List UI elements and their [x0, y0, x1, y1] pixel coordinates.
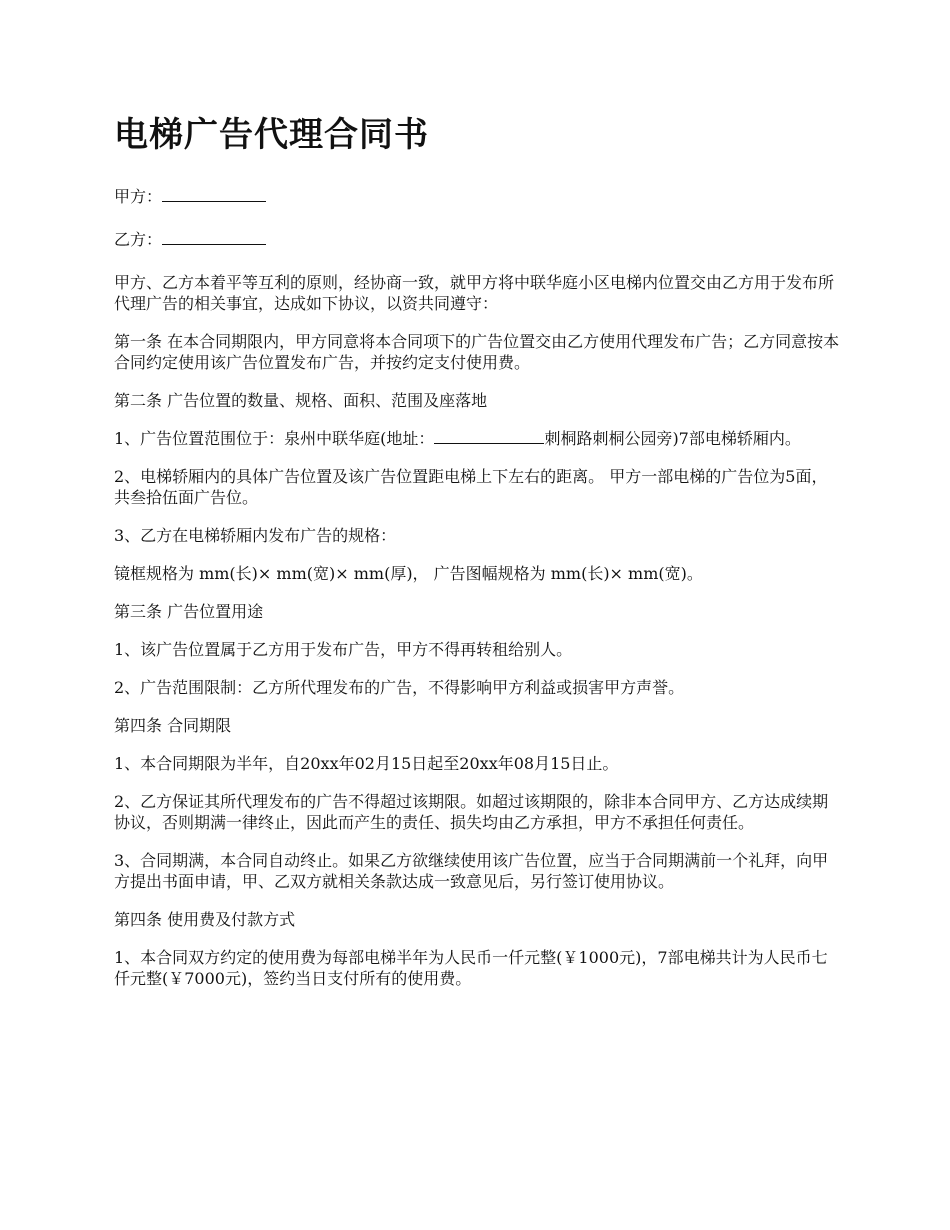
article-4-heading: 第四条 合同期限 [114, 716, 232, 735]
clause-2-1-suffix: 刺桐路刺桐公园旁)7部电梯轿厢内。 [544, 429, 801, 448]
party-b-blank [162, 230, 266, 245]
article-2-clause-1 [114, 428, 840, 449]
party-a-label: 甲方： [114, 187, 163, 206]
article-3-clause-1: 1、该广告位置属于乙方用于发布广告，甲方不得再转租给别人。 [114, 640, 573, 659]
article-2-clause-2: 2、电梯轿厢内的具体广告位置及该广告位置距电梯上下左右的距离。 甲方一部电梯的广告位为5面，共叁拾伍面广告位。 [114, 467, 828, 507]
document-page [114, 110, 840, 1006]
article-4-clause-2: 2、乙方保证其所代理发布的广告不得超过该期限。如超过该期限的，除非本合同甲方、乙方达成续期协议，否则期满一律终止，因此而产生的责任、损失均由乙方承担，甲方不承担任何责任。 [114, 792, 829, 832]
article-2-clause-3: 3、乙方在电梯轿厢内发布广告的规格： [114, 526, 397, 545]
article-5-heading: 第四条 使用费及付款方式 [114, 910, 296, 929]
party-a-blank [162, 187, 266, 202]
party-b-label: 乙方： [114, 230, 163, 249]
party-a-line [114, 186, 840, 207]
clause-2-1-prefix: 1、广告位置范围位于：泉州中联华庭(地址： [114, 429, 435, 448]
article-4-clause-3: 3、合同期满，本合同自动终止。如果乙方欲继续使用该广告位置，应当于合同期满前一个礼拜，向甲方提出书面申请，甲、乙双方就相关条款达成一致意见后，另行签订使用协议。 [114, 851, 829, 891]
document-title: 电梯广告代理合同书 [114, 115, 429, 155]
article-1: 第一条 在本合同期限内，甲方同意将本合同项下的广告位置交由乙方使用代理发布广告；乙方同意按本合同约定使用该广告位置发布广告，并按约定支付使用费。 [114, 332, 840, 372]
address-blank [434, 429, 544, 444]
intro-paragraph: 甲方、乙方本着平等互利的原则，经协商一致，就甲方将中联华庭小区电梯内位置交由乙方用于发布所代理广告的相关事宜，达成如下协议，以资共同遵守： [114, 273, 835, 313]
article-4-clause-1: 1、本合同期限为半年，自20xx年02月15日起至20xx年08月15日止。 [114, 754, 619, 773]
article-3-heading: 第三条 广告位置用途 [114, 602, 264, 621]
party-b-line [114, 229, 840, 250]
article-3-clause-2: 2、广告范围限制：乙方所代理发布的广告，不得影响甲方利益或损害甲方声誉。 [114, 678, 685, 697]
article-5-clause-1: 1、本合同双方约定的使用费为每部电梯半年为人民币一仟元整(￥1000元)，7部电梯共计为人民币七仟元整(￥7000元)，签约当日支付所有的使用费。 [114, 948, 828, 988]
article-2-heading: 第二条 广告位置的数量、规格、面积、范围及座落地 [114, 391, 488, 410]
article-2-spec: 镜框规格为 mm(长)× mm(宽)× mm(厚)， 广告图幅规格为 mm(长)× mm(宽)。 [114, 564, 703, 583]
